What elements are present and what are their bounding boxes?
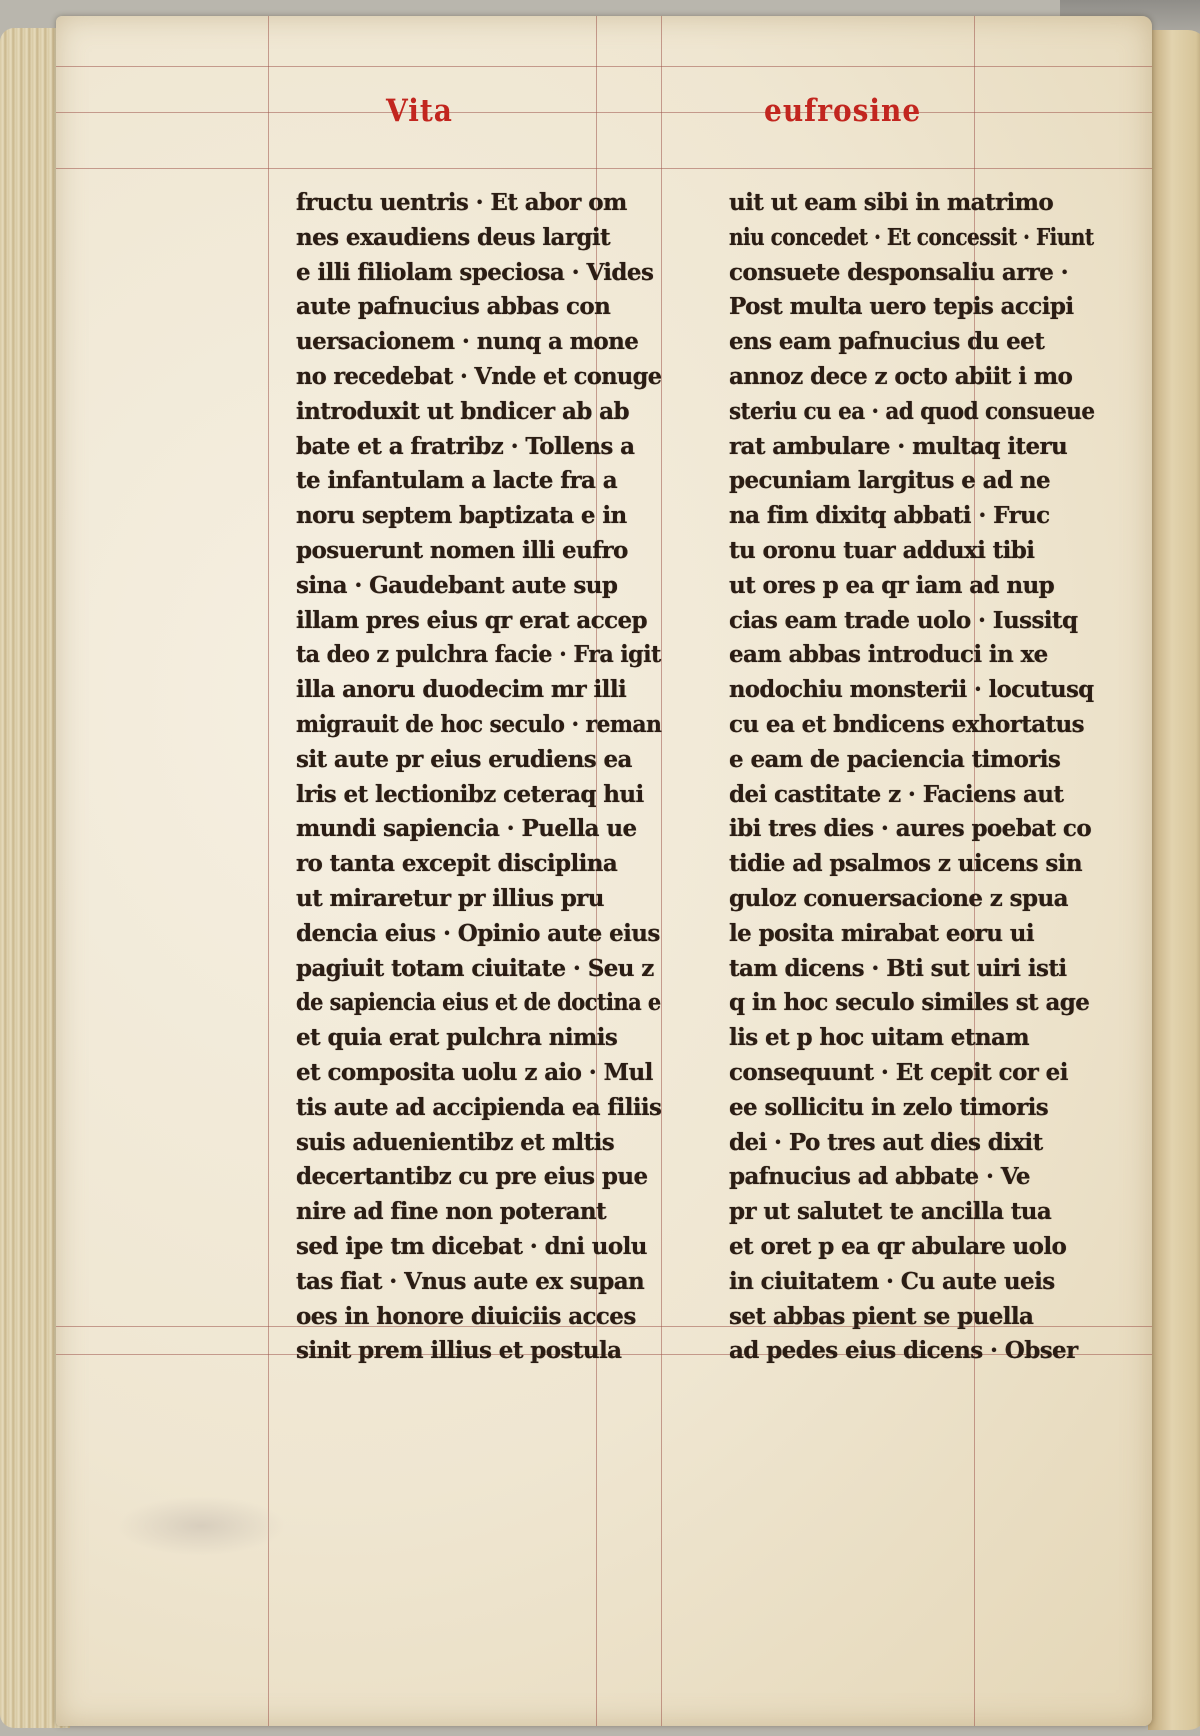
text-line: suis aduenientibz et mltis bbox=[296, 1128, 615, 1156]
text-line: oes in honore diuiciis acces bbox=[296, 1302, 636, 1330]
parchment-stain bbox=[116, 1496, 286, 1556]
text-line: consequunt · Et cepit cor ei bbox=[729, 1058, 1068, 1086]
text-line: noru septem baptizata e in bbox=[296, 502, 627, 530]
text-line: Post multa uero tepis accipi bbox=[729, 293, 1074, 321]
text-line: migrauit de hoc seculo · reman bbox=[296, 710, 662, 738]
text-line: nodochiu monsterii · locutusq bbox=[729, 676, 1094, 704]
text-line: dei · Po tres aut dies dixit bbox=[729, 1128, 1043, 1156]
text-line: nire ad fine non poterant bbox=[296, 1198, 607, 1226]
text-line: lris et lectionibz ceteraq hui bbox=[296, 780, 644, 808]
text-line: pr ut salutet te ancilla tua bbox=[729, 1198, 1052, 1226]
text-line: guloz conuersacione z spua bbox=[729, 884, 1068, 912]
text-line: le posita mirabat eoru ui bbox=[729, 919, 1035, 947]
text-line: e illi filiolam speciosa · Vides bbox=[296, 258, 654, 286]
ruling-line bbox=[56, 168, 1152, 169]
text-line: annoz dece z octo abiit i mo bbox=[729, 362, 1073, 390]
text-line: posuerunt nomen illi eufro bbox=[296, 536, 628, 564]
text-line: tu oronu tuar adduxi tibi bbox=[729, 536, 1035, 564]
text-line: ibi tres dies · aures poebat co bbox=[729, 815, 1092, 843]
text-line: pagiuit totam ciuitate · Seu z bbox=[296, 954, 654, 982]
text-line: pafnucius ad abbate · Ve bbox=[729, 1163, 1030, 1191]
text-line: e eam de paciencia timoris bbox=[729, 745, 1061, 773]
text-line: set abbas pient se puella bbox=[729, 1302, 1034, 1330]
text-line: sit aute pr eius erudiens ea bbox=[296, 745, 632, 773]
text-line: cu ea et bndicens exhortatus bbox=[729, 710, 1085, 738]
text-line: sed ipe tm dicebat · dni uolu bbox=[296, 1232, 647, 1260]
text-column-left bbox=[296, 186, 661, 1369]
text-line: de sapiencia eius et de doctina e bbox=[296, 989, 661, 1017]
text-line: et quia erat pulchra nimis bbox=[296, 1024, 618, 1052]
manuscript-page bbox=[56, 16, 1152, 1726]
text-line: pecuniam largitus e ad ne bbox=[729, 467, 1051, 495]
text-line: lis et p hoc uitam etnam bbox=[729, 1024, 1030, 1052]
text-line: bate et a fratribz · Tollens a bbox=[296, 432, 635, 460]
text-line: uersacionem · nunq a mone bbox=[296, 328, 639, 356]
text-line: ro tanta excepit disciplina bbox=[296, 850, 618, 878]
text-line: tas fiat · Vnus aute ex supan bbox=[296, 1267, 645, 1295]
text-line: uit ut eam sibi in matrimo bbox=[729, 189, 1054, 216]
text-line: sina · Gaudebant aute sup bbox=[296, 571, 618, 599]
text-line: ut ores p ea qr iam ad nup bbox=[729, 571, 1055, 599]
text-line: nes exaudiens deus largit bbox=[296, 223, 611, 251]
text-line: steriu cu ea · ad quod consueue bbox=[729, 397, 1095, 425]
text-line: in ciuitatem · Cu aute ueis bbox=[729, 1267, 1055, 1295]
ruling-line bbox=[661, 16, 662, 1726]
text-line: eam abbas introduci in xe bbox=[729, 641, 1048, 669]
text-line: dei castitate z · Faciens aut bbox=[729, 780, 1064, 808]
text-line: ta deo z pulchra facie · Fra igit bbox=[296, 641, 661, 669]
running-head-right: eufrosine bbox=[764, 92, 922, 129]
text-line: mundi sapiencia · Puella ue bbox=[296, 815, 637, 843]
text-line: ad pedes eius dicens · Obser bbox=[729, 1337, 1078, 1365]
text-line: na fim dixitq abbati · Fruc bbox=[729, 502, 1050, 530]
ruling-line bbox=[56, 112, 1152, 113]
text-line: decertantibz cu pre eius pue bbox=[296, 1163, 648, 1191]
text-line: te infantulam a lacte fra a bbox=[296, 467, 618, 495]
text-line: dencia eius · Opinio aute eius bbox=[296, 919, 660, 947]
text-line: et composita uolu z aio · Mul bbox=[296, 1058, 653, 1086]
text-line: q in hoc seculo similes st age bbox=[729, 989, 1090, 1017]
text-line: ens eam pafnucius du eet bbox=[729, 328, 1045, 356]
text-line: cias eam trade uolo · Iussitq bbox=[729, 606, 1078, 634]
running-head-left: Vita bbox=[386, 92, 453, 129]
text-line: rat ambulare · multaq iteru bbox=[729, 432, 1068, 460]
text-line: no recedebat · Vnde et conuge bbox=[296, 362, 662, 390]
text-line: tis aute ad accipienda ea filiis bbox=[296, 1093, 662, 1121]
ruling-line bbox=[268, 16, 269, 1726]
text-line: aute pafnucius abbas con bbox=[296, 293, 611, 321]
text-line: ut miraretur pr illius pru bbox=[296, 884, 604, 912]
text-line: et oret p ea qr abulare uolo bbox=[729, 1232, 1067, 1260]
text-line: sinit prem illius et postula bbox=[296, 1337, 622, 1365]
text-line: tam dicens · Bti sut uiri isti bbox=[729, 954, 1067, 982]
text-line: consuete desponsaliu arre · bbox=[729, 258, 1069, 286]
text-line: niu concedet · Et concessit · Fiunt bbox=[729, 223, 1094, 251]
ruling-line bbox=[56, 66, 1152, 67]
text-line: introduxit ut bndicer ab ab bbox=[296, 397, 629, 425]
text-line: illa anoru duodecim mr illi bbox=[296, 676, 627, 704]
text-line: illam pres eius qr erat accep bbox=[296, 606, 648, 634]
text-line: ee sollicitu in zelo timoris bbox=[729, 1093, 1049, 1121]
text-line: tidie ad psalmos z uicens sin bbox=[729, 850, 1082, 878]
text-column-right bbox=[729, 186, 1094, 1369]
text-line: fructu uentris · Et abor om bbox=[296, 189, 627, 216]
next-page-edge bbox=[1148, 30, 1200, 1730]
